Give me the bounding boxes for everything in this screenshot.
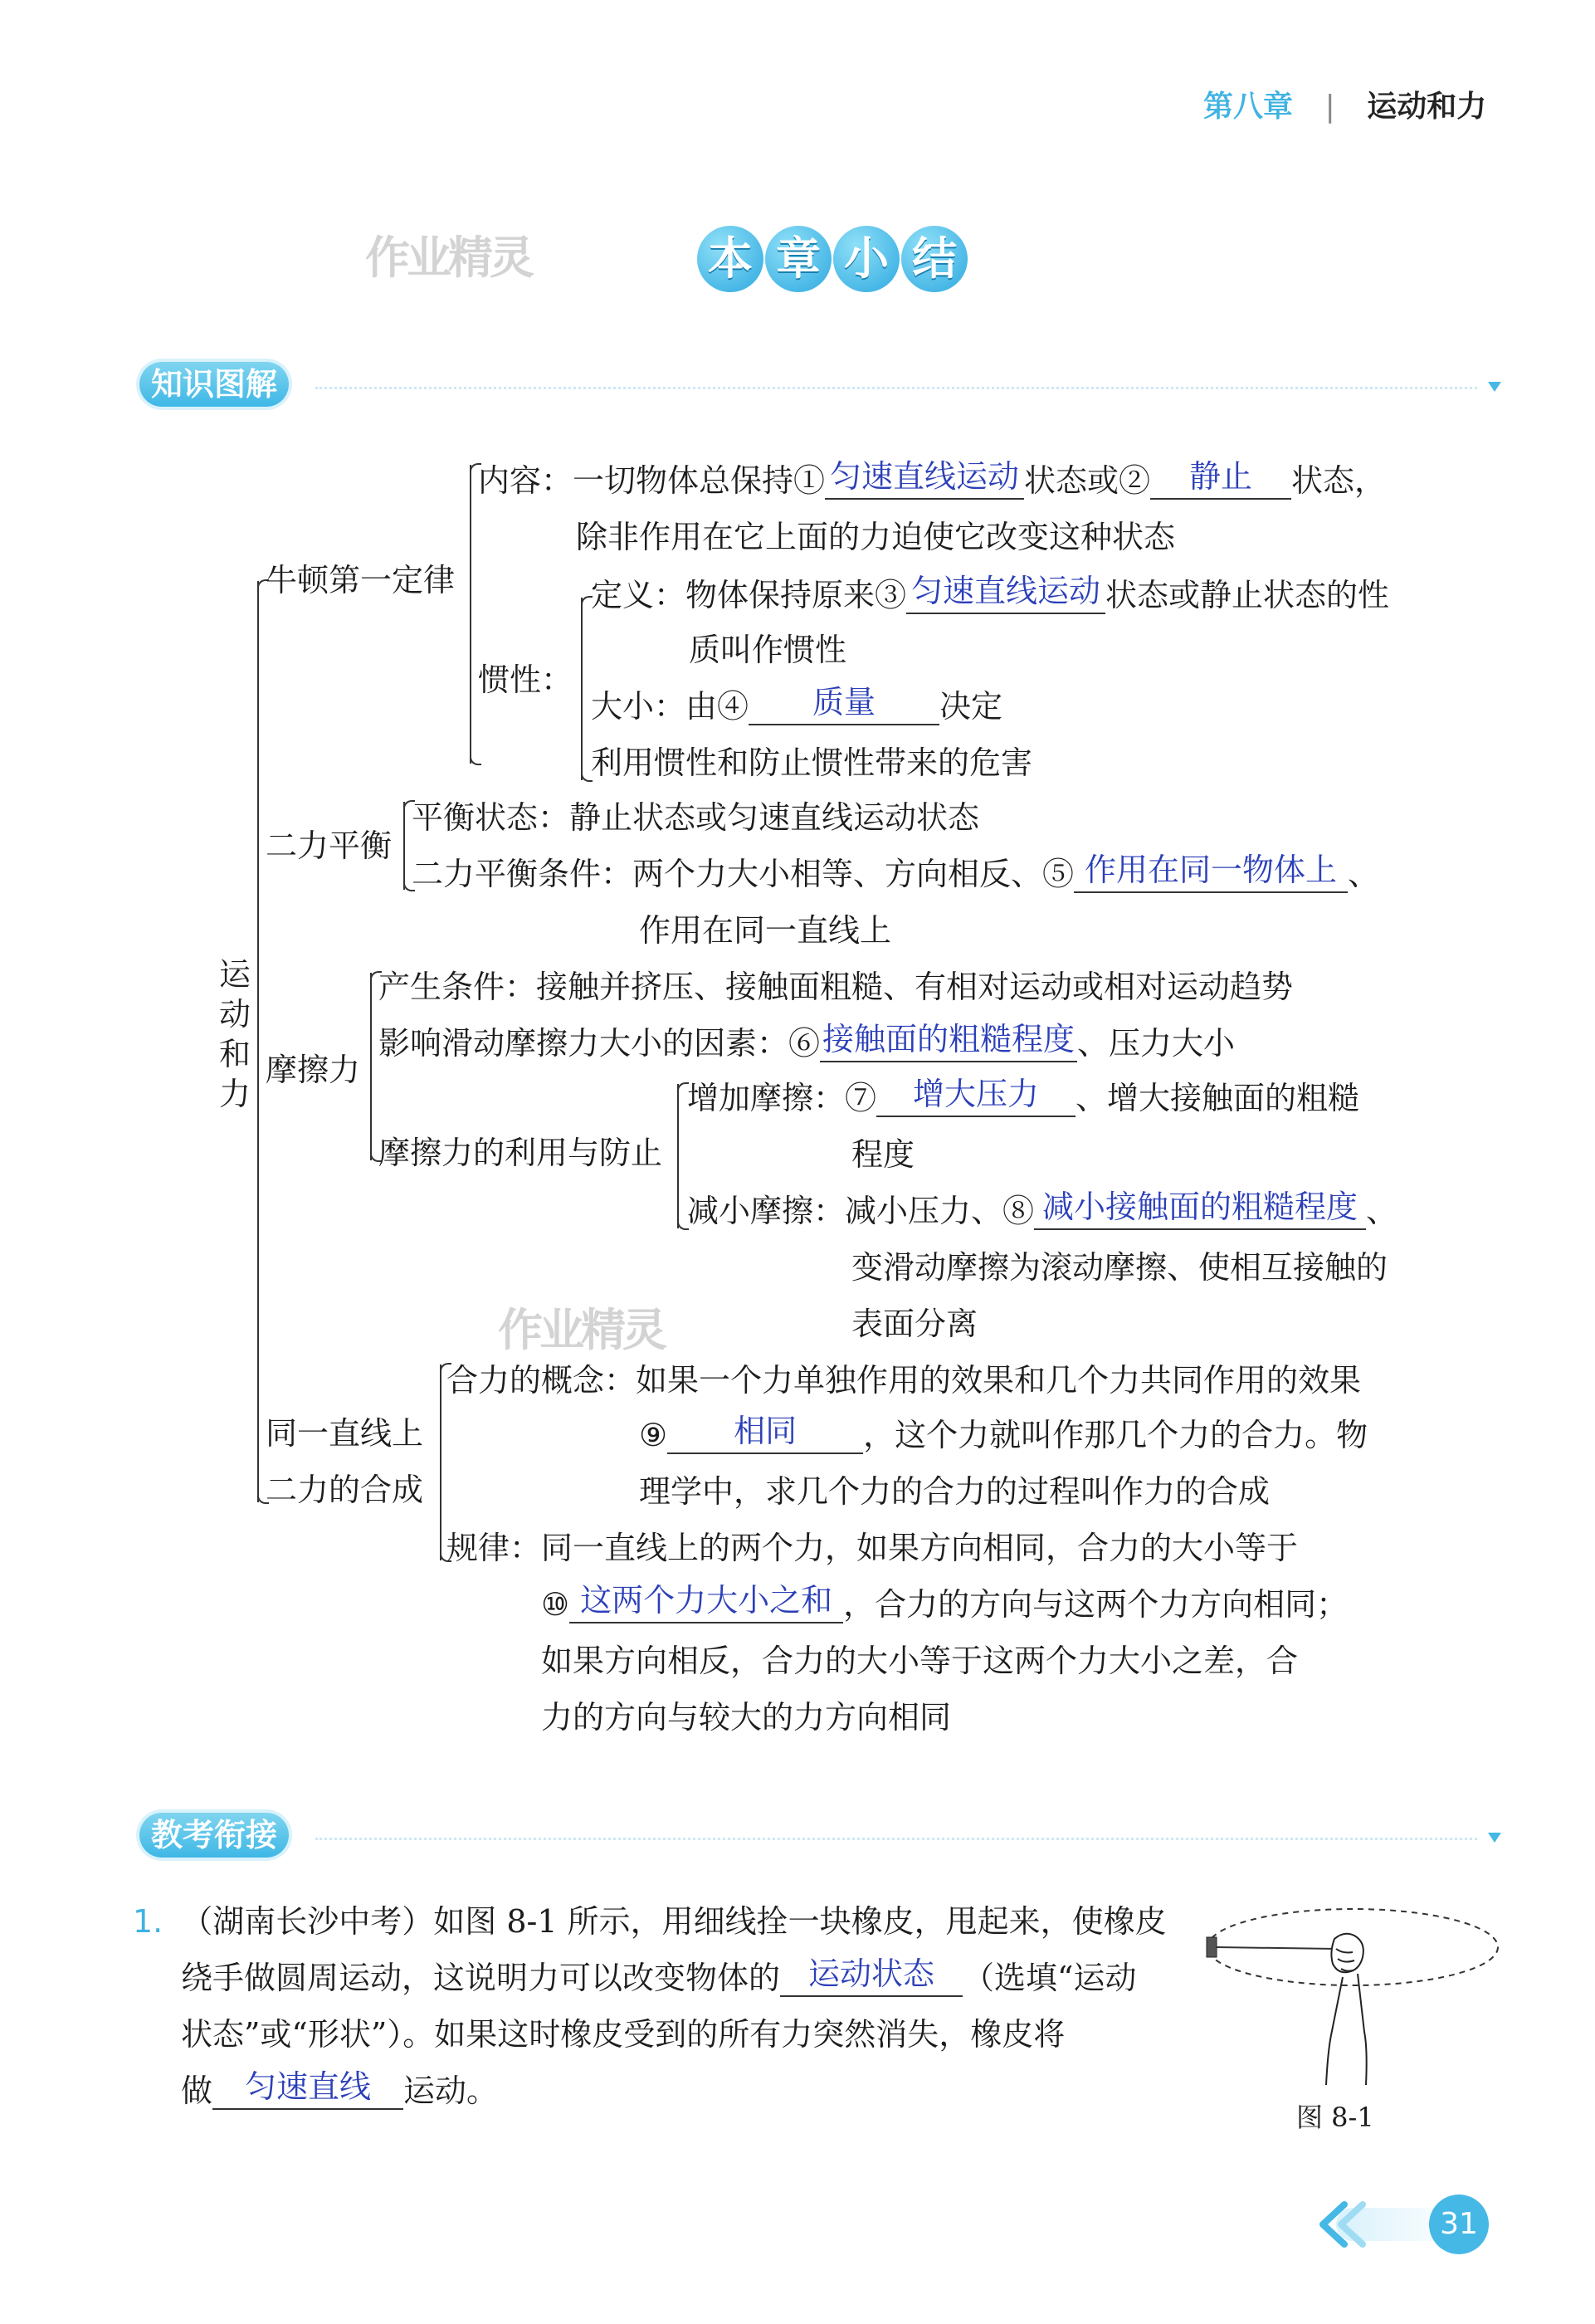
- friction-produce: 产生条件：接触并挤压、接触面粗糙、有相对运动或相对运动趋势: [378, 969, 1294, 1005]
- question-source: （湖南长沙中考）: [181, 1903, 434, 1940]
- balance-label: 二力平衡: [266, 828, 393, 864]
- answer-10: 这两个力大小之和: [580, 1582, 833, 1618]
- answer-4: 质量: [812, 684, 876, 720]
- inertia-brace: [581, 598, 583, 780]
- newton-brace: [470, 465, 471, 764]
- section-arrow-icon-2: [1488, 1833, 1501, 1843]
- chapter-topic: 运动和力: [1367, 90, 1487, 124]
- watermark-middle: 作业精灵: [498, 1304, 664, 1356]
- title-char-1: 本: [697, 226, 763, 292]
- combine-rule-line1: 规律：同一直线上的两个力，如果方向相同，合力的大小等于: [446, 1530, 1299, 1566]
- section-divider: [315, 387, 1477, 389]
- combine-rule-line2: ⑩ 这两个力大小之和 ，合力的方向与这两个力方向相同；: [541, 1582, 1349, 1623]
- balance-brace: [403, 802, 405, 890]
- header-divider: |: [1324, 90, 1335, 124]
- answer-5: 作用在同一物体上: [1085, 852, 1338, 888]
- combine-label-line1: 同一直线上: [266, 1415, 424, 1452]
- friction-decrease-line1: 减小摩擦：减小压力、⑧ 减小接触面的粗糙程度 、: [687, 1189, 1398, 1229]
- balance-condition-line1: 二力平衡条件：两个力大小相等、方向相反、⑤ 作用在同一物体上 、: [412, 852, 1380, 892]
- balance-condition-line2: 作用在同一直线上: [639, 912, 892, 949]
- newton-content-line1: 内容：一切物体总保持① 匀速直线运动 状态或② 静止 状态，: [478, 458, 1387, 499]
- question-answer-2: 匀速直线: [245, 2068, 372, 2105]
- question-answer-1: 运动状态: [808, 1955, 935, 1992]
- balance-state: 平衡状态：静止状态或匀速直线运动状态: [412, 799, 980, 836]
- combine-rule-line3: 如果方向相反，合力的大小等于这两个力大小之差，合: [541, 1643, 1299, 1679]
- page-title: [697, 226, 969, 292]
- answer-7: 增大压力: [913, 1076, 1040, 1112]
- question-1-line4: 做 匀速直线 运动。: [181, 2068, 499, 2109]
- section-badge-diagram: 知识图解: [139, 362, 289, 407]
- chapter-label: 第八章: [1203, 90, 1294, 124]
- answer-2: 静止: [1189, 458, 1253, 495]
- inertia-definition-line2: 质叫作惯性: [689, 632, 847, 668]
- friction-use-brace: [677, 1084, 679, 1228]
- question-1-line3: 状态”或“形状”）。如果这时橡皮受到的所有力突然消失，橡皮将: [181, 2016, 1066, 2053]
- combine-concept-line2: ⑨ 相同 ，这个力就叫作那几个力的合力。物: [639, 1413, 1368, 1453]
- combine-brace: [440, 1365, 441, 1560]
- friction-use-label: 摩擦力的利用与防止: [378, 1135, 663, 1171]
- inertia-size: 大小：由④ 质量 决定: [591, 684, 1003, 725]
- combine-rule-line4: 力的方向与较大的力方向相同: [541, 1699, 952, 1736]
- friction-decrease-line3: 表面分离: [851, 1306, 978, 1342]
- question-1-line2: 绕手做圆周运动，这说明力可以改变物体的 运动状态 （选填“运动: [181, 1955, 1137, 1996]
- combine-label-line2: 二力的合成: [266, 1472, 424, 1508]
- newton-content-line2: 除非作用在它上面的力迫使它改变这种状态: [576, 519, 1176, 555]
- answer-1: 匀速直线运动: [830, 458, 1020, 495]
- root-label: 运 动 和 力: [218, 956, 251, 1112]
- question-number: 1.: [133, 1903, 163, 1940]
- inertia-use: 利用惯性和防止惯性带来的危害: [591, 745, 1033, 781]
- figure-caption: 图 8-1: [1296, 2102, 1374, 2133]
- answer-3: 匀速直线运动: [911, 573, 1101, 609]
- combine-concept-line3: 理学中，求几个力的合力的过程叫作力的合成: [639, 1473, 1271, 1510]
- inertia-definition-line1: 定义：物体保持原来③ 匀速直线运动 状态或静止状态的性: [591, 573, 1390, 613]
- inertia-label: 惯性：: [478, 662, 573, 698]
- title-char-4: 结: [901, 226, 968, 292]
- newton-label: 牛顿第一定律: [266, 562, 456, 598]
- combine-concept-line1: 合力的概念：如果一个力单独作用的效果和几个力共同作用的效果: [446, 1362, 1362, 1399]
- section-badge-exam: 教考衔接: [139, 1813, 289, 1858]
- page-number: 31: [1429, 2195, 1489, 2254]
- title-char-3: 小: [833, 226, 900, 292]
- question-1-line1: 1. （湖南长沙中考）如图 8-1 所示，用细线拴一块橡皮，甩起来，使橡皮: [133, 1903, 1167, 1940]
- friction-decrease-line2: 变滑动摩擦为滚动摩擦、使相互接触的: [851, 1249, 1388, 1286]
- friction-brace: [370, 973, 372, 1160]
- root-brace: [257, 581, 259, 1502]
- section-divider-2: [315, 1838, 1477, 1840]
- friction-increase-line1: 增加摩擦：⑦ 增大压力 、增大接触面的粗糙: [687, 1076, 1360, 1116]
- page-header: [1203, 83, 1486, 125]
- figure-8-1: [1195, 1889, 1510, 2105]
- section-arrow-icon: [1488, 382, 1501, 392]
- friction-increase-line2: 程度: [851, 1136, 915, 1173]
- friction-label: 摩擦力: [266, 1052, 361, 1088]
- watermark-top: 作业精灵: [365, 232, 531, 284]
- title-char-2: 章: [765, 226, 832, 292]
- answer-8: 减小接触面的粗糙程度: [1042, 1189, 1358, 1225]
- friction-factor: 影响滑动摩擦力大小的因素：⑥ 接触面的粗糙程度 、压力大小: [378, 1021, 1236, 1062]
- answer-9: 相同: [734, 1413, 798, 1449]
- answer-6: 接触面的粗糙程度: [822, 1021, 1076, 1057]
